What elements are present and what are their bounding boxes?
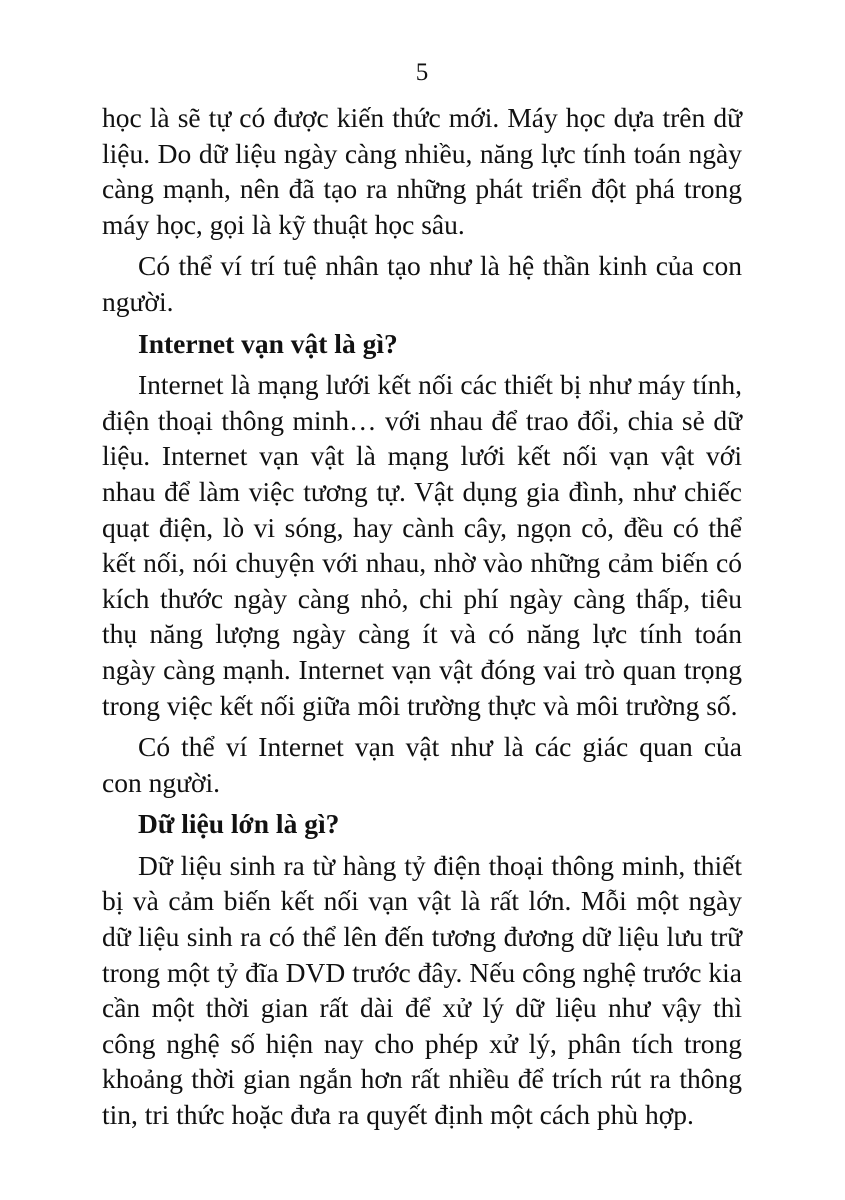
heading-big-data: Dữ liệu lớn là gì?	[138, 808, 340, 840]
paragraph-ai-analogy: Có thể ví trí tuệ nhân tạo như là hệ thần kinh của con người.	[102, 250, 742, 317]
paragraph-big-data: Dữ liệu sinh ra từ hàng tỷ điện thoại thông minh, thiết bị và cảm biến kết nối vạn vật là rất lớn. Mỗi một ngày dữ liệu sinh ra có thể lên đến tương đương dữ liệu lưu trữ trong một tỷ đĩa DVD trước đây. Nếu công nghệ trước kia cần một thời gian rất dài để xử lý dữ liệu như vậy thì công nghệ số hiện nay cho phép xử lý, phân tích trong khoảng thời gian ngắn hơn rất nhiều để trích rút ra thông tin, tri thức hoặc đưa ra quyết định một cách phù hợp.	[102, 849, 742, 1131]
paragraph-internet-of-things: Internet là mạng lưới kết nối các thiết bị như máy tính, điện thoại thông minh… với nhau để trao đổi, chia sẻ dữ liệu. Internet vạn vật là mạng lưới kết nối vạn vật với nhau để làm việc tương tự. Vật dụng gia đình, như chiếc quạt điện, lò vi sóng, hay cành cây, ngọn cỏ, đều có thể kết nối, nói chuyện với nhau, nhờ vào những cảm biến có kích thước ngày càng nhỏ, chi phí ngày càng thấp, tiêu thụ năng lượng ngày càng ít và có năng lực tính toán ngày càng mạnh. Internet vạn vật đóng vai trò quan trọng trong việc kết nối giữa môi trường thực và môi trường số.	[102, 369, 742, 721]
page-number: 5	[415, 59, 429, 86]
document-page	[102, 58, 742, 1133]
heading-internet-of-things: Internet vạn vật là gì?	[138, 327, 398, 359]
paragraph-machine-learning: học là sẽ tự có được kiến thức mới. Máy học dựa trên dữ liệu. Do dữ liệu ngày càng nhiều, năng lực tính toán ngày càng mạnh, nên đã tạo ra những phát triển đột phá trong máy học, gọi là kỹ thuật học sâu.	[102, 102, 742, 240]
paragraph-iot-analogy: Có thể ví Internet vạn vật như là các giác quan của con người.	[102, 731, 742, 798]
